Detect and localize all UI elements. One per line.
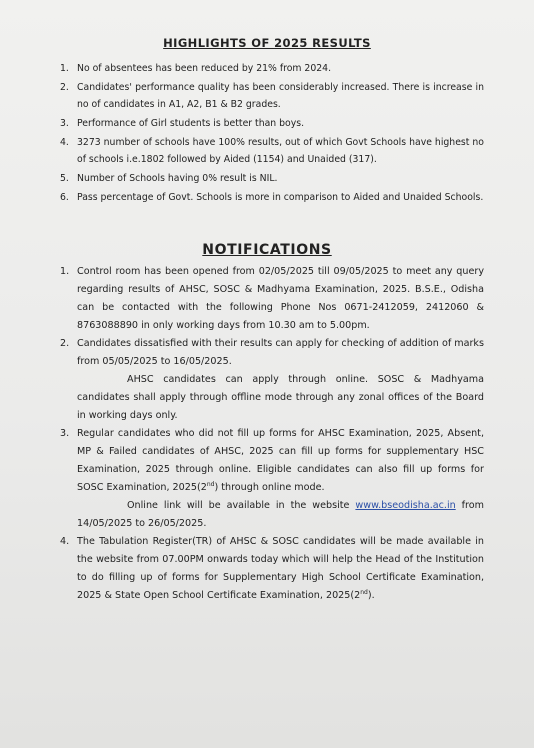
ordinal-suffix: nd [360,588,368,596]
highlight-item [60,115,484,132]
item-number: 3. [60,428,70,439]
notifications-list [60,263,484,605]
item-number: 1. [60,63,69,74]
notifications-title: NOTIFICATIONS [202,242,332,258]
item-text: Candidates dissatisfied with their results can apply for checking of addition of marks from 05/05/2025 to 16/05/2025. [77,338,484,367]
notification-item [60,335,484,425]
item-number: 2. [60,338,70,349]
highlight-item [60,170,484,187]
item-number: 6. [60,191,69,203]
ordinal-suffix: nd [206,480,215,488]
paragraph-text-end: from 14/05/2025 to 26/05/2025. [77,500,484,529]
notification-item [60,533,484,605]
item-number: 3. [60,117,69,129]
item-paragraph: AHSC candidates can apply through online. SOSC & Madhyama candidates shall apply through offline mode through any zonal offices of the Board in working days only. [77,374,484,421]
item-paragraph [77,497,484,533]
highlight-item [60,134,484,169]
item-text: 3273 number of schools have 100% results, out of which Govt Schools have highest no of schools i.e.1802 followed by Aided (1154) and Unaided (317). [77,136,484,165]
item-text: The Tabulation Register(TR) of AHSC & SOSC candidates will be made available in the website from 07.00PM onwards today which will help the Head of the Institution to do filling up of forms for Supplementary High School Certificate Examination, 2025 & State Open School Certificate Examination, 2025(2 [77,536,484,601]
item-number: 1. [60,266,70,277]
item-number: 4. [60,136,69,148]
item-text-end: ) through online mode. [214,482,325,493]
item-number: 4. [60,536,70,547]
item-number: 5. [60,172,69,184]
item-text: Number of Schools having 0% result is NIL. [77,172,278,184]
highlight-item [60,60,484,77]
item-text-end: ). [367,590,375,601]
website-link[interactable]: www.bseodisha.ac.in [355,500,456,511]
highlight-item [60,79,484,114]
item-text: No of absentees has been reduced by 21% from 2024. [77,63,332,74]
item-text: Control room has been opened from 02/05/2025 till 09/05/2025 to meet any query regarding results of AHSC, SOSC & Madhyama Examination, 2025. B.S.E., Odisha can be contacted with the following Phone Nos 0671-2412059, 2412060 & 8763088890 in only working days from 10.30 am to 5.00pm. [77,266,484,331]
highlights-list [60,60,484,207]
item-text: Performance of Girl students is better than boys. [77,117,305,129]
item-text: Pass percentage of Govt. Schools is more in comparison to Aided and Unaided Schools. [77,191,484,203]
item-text: Candidates' performance quality has been considerably increased. There is increase in no of candidates in A1, A2, B1 & B2 grades. [77,81,484,111]
item-number: 2. [60,81,69,93]
item-text: Regular candidates who did not fill up forms for AHSC Examination, 2025, Absent, MP & Failed candidates of AHSC, 2025 can fill up forms for supplementary HSC Examination, 2025 through online. Eligible candidates can also fill up forms for SOSC Examination, 2025(2 [77,428,484,493]
highlight-item [60,189,484,206]
paragraph-text: Online link will be available in the website [127,500,356,511]
notification-item [60,263,484,335]
notification-item [60,425,484,533]
highlights-title: HIGHLIGHTS OF 2025 RESULTS [163,36,371,50]
